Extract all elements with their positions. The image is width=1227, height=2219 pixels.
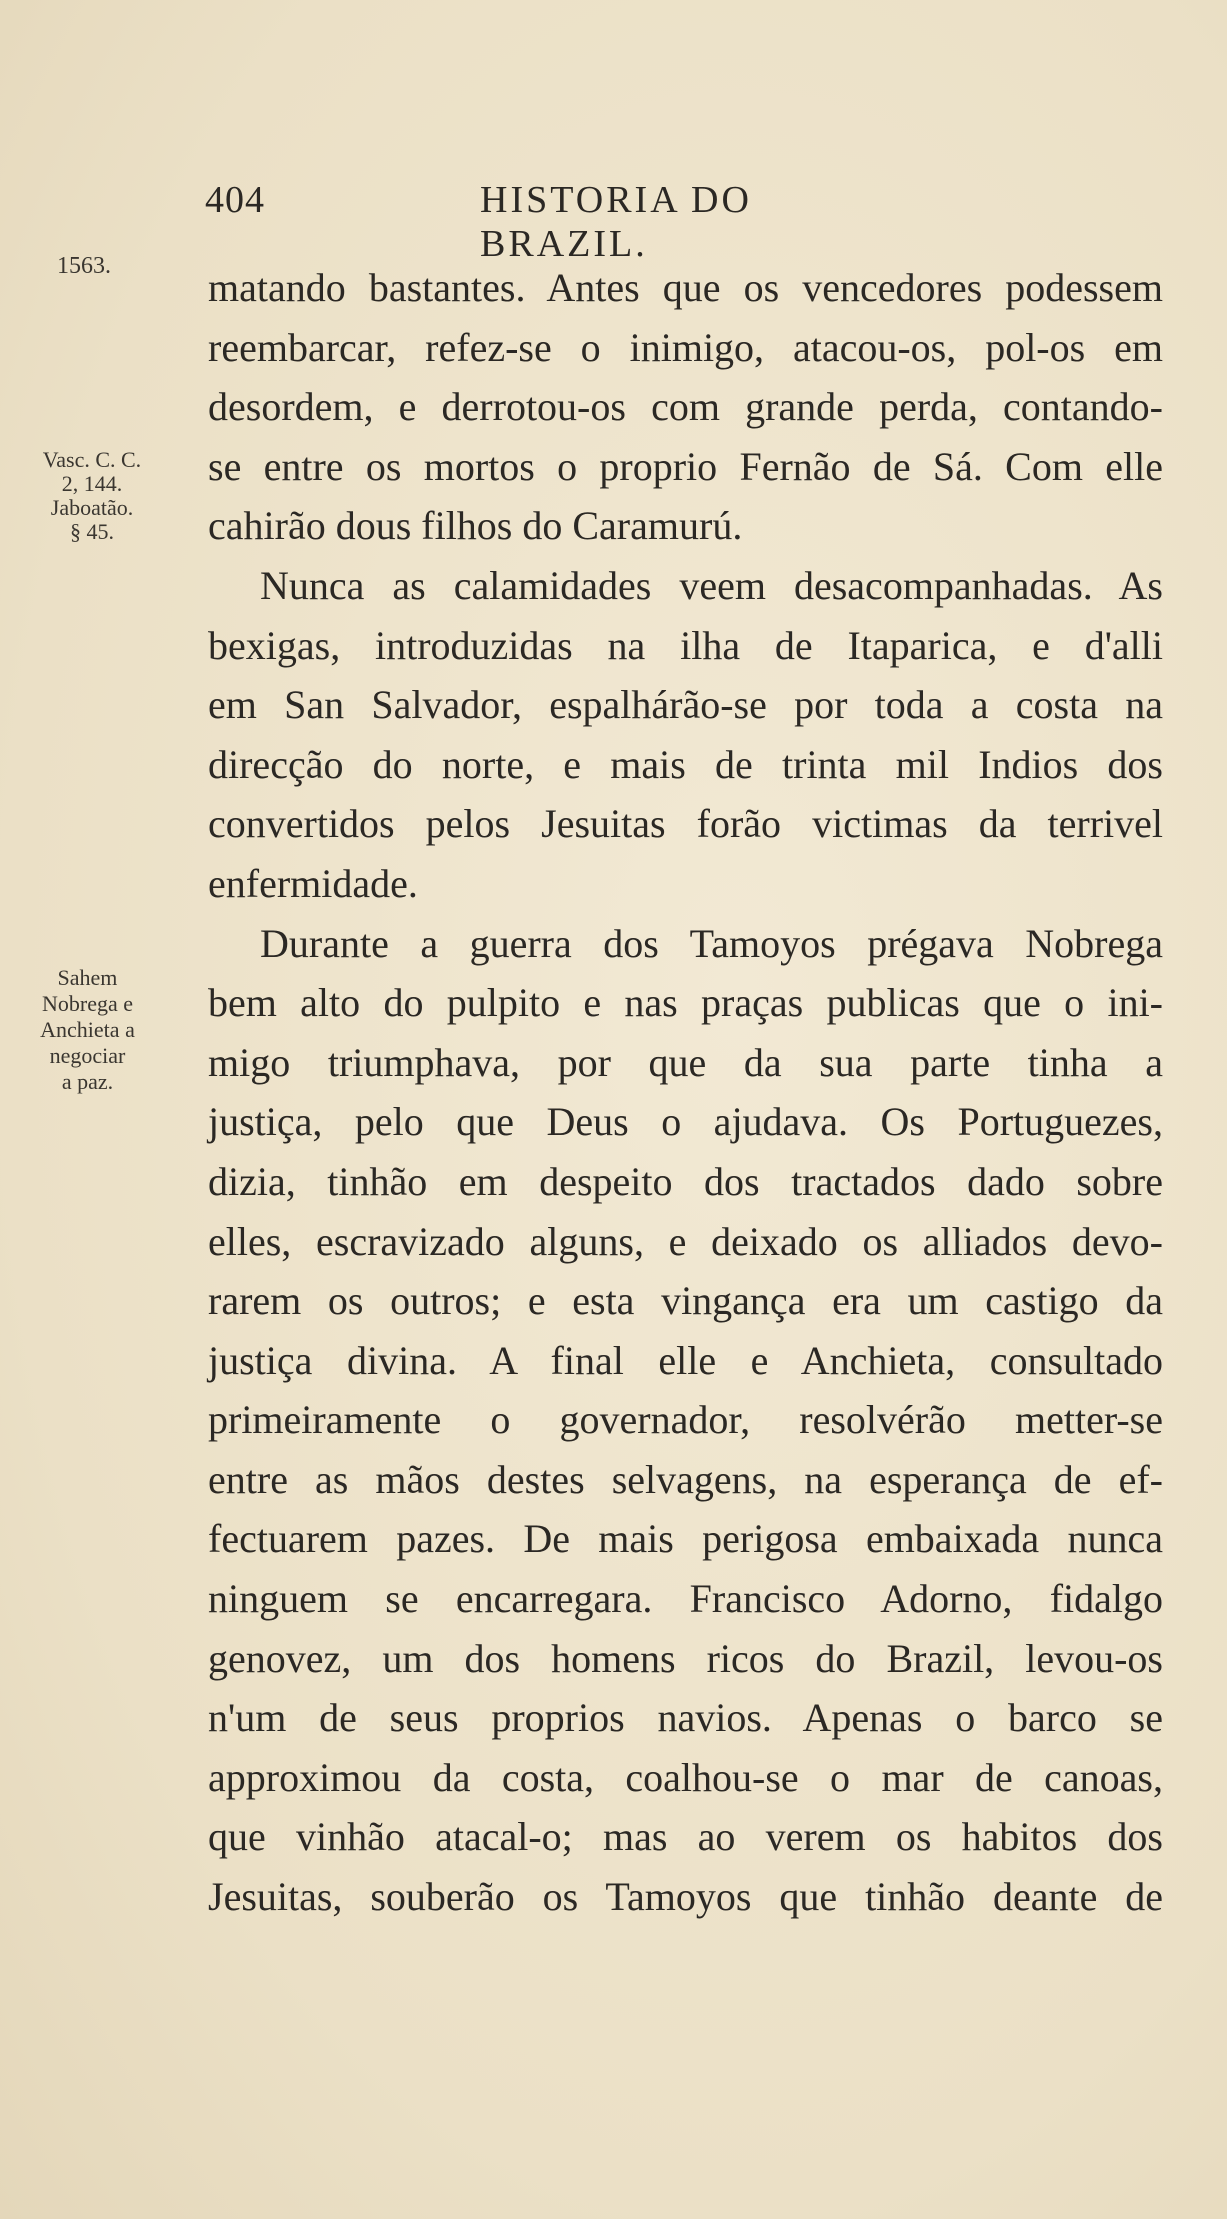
body-text: [208, 258, 1163, 1927]
text-line: approximou da costa, coalhou-se o mar de canoas,: [208, 1754, 1163, 1800]
text-line: elles, escravizado alguns, e deixado os alliados devo-: [208, 1218, 1163, 1264]
margin-note-line: a paz.: [61, 1069, 114, 1094]
text-line: direcção do norte, e mais de trinta mil Indios dos: [208, 741, 1163, 787]
running-header: [205, 178, 925, 265]
text-line: primeiramente o governador, resolvérão metter-se: [208, 1397, 1163, 1443]
text-line: bem alto do pulpito e nas praças publicas que o ini-: [208, 980, 1163, 1026]
text-line: Durante a guerra dos Tamoyos prégava Nobrega: [260, 920, 1163, 966]
text-line: bexigas, introduzidas na ilha de Itaparica, e d'alli: [208, 622, 1163, 668]
page-number: 404: [205, 179, 265, 221]
text-line: justiça, pelo que Deus o ajudava. Os Portuguezes,: [208, 1099, 1163, 1145]
margin-note-line: Sahem: [57, 965, 118, 990]
text-line: Jesuitas, souberão os Tamoyos que tinhão deante de: [208, 1874, 1163, 1920]
margin-note-year: [44, 254, 124, 278]
text-line: reembarcar, refez-se o inimigo, atacou-os, pol-os em: [208, 324, 1163, 370]
text-line: n'um de seus proprios navios. Apenas o barco se: [208, 1695, 1163, 1741]
text-line: ninguem se encarregara. Francisco Adorno, fidalgo: [208, 1576, 1163, 1622]
margin-note-line: Vasc. C. C.: [42, 447, 142, 472]
margin-note-line: 2, 144.: [61, 471, 123, 496]
text-line: que vinhão atacal-o; mas ao verem os habitos dos: [208, 1814, 1163, 1860]
text-line: genovez, um dos homens ricos do Brazil, levou-os: [208, 1635, 1163, 1681]
text-line: dizia, tinhão em despeito dos tractados dado sobre: [208, 1158, 1163, 1204]
margin-note-year-text: 1563.: [57, 253, 111, 279]
text-line: Nunca as calamidades veem desacompanhadas. As: [260, 562, 1163, 608]
margin-note-references: [36, 448, 148, 544]
margin-note-line: § 45.: [70, 519, 114, 544]
text-line: desordem, e derrotou-os com grande perda, contando-: [208, 384, 1163, 430]
margin-note-line: Anchieta a: [40, 1017, 135, 1042]
margin-note-sahem: [30, 965, 145, 1095]
margin-note-line: Jaboatão.: [50, 495, 134, 520]
text-line: cahirão dous filhos do Caramurú.: [208, 503, 743, 549]
margin-note-line: Nobrega e: [41, 991, 133, 1016]
text-line: rarem os outros; e esta vingança era um castigo da: [208, 1278, 1163, 1324]
text-line: se entre os mortos o proprio Fernão de Sá. Com elle: [208, 443, 1163, 489]
text-line: enfermidade.: [208, 860, 418, 906]
text-line: em San Salvador, espalhárão-se por toda a costa na: [208, 682, 1163, 728]
margin-note-line: negociar: [49, 1043, 126, 1068]
text-line: convertidos pelos Jesuitas forão victimas da terrivel: [208, 801, 1163, 847]
text-line: matando bastantes. Antes que os vencedores podessem: [208, 265, 1163, 310]
text-line: justiça divina. A final elle e Anchieta, consultado: [208, 1337, 1163, 1383]
running-title: HISTORIA DO BRAZIL.: [480, 179, 752, 265]
text-line: entre as mãos destes selvagens, na esperança de ef-: [208, 1456, 1163, 1502]
text-line: fectuarem pazes. De mais perigosa embaixada nunca: [208, 1516, 1163, 1562]
text-line: migo triumphava, por que da sua parte tinha a: [208, 1039, 1163, 1085]
